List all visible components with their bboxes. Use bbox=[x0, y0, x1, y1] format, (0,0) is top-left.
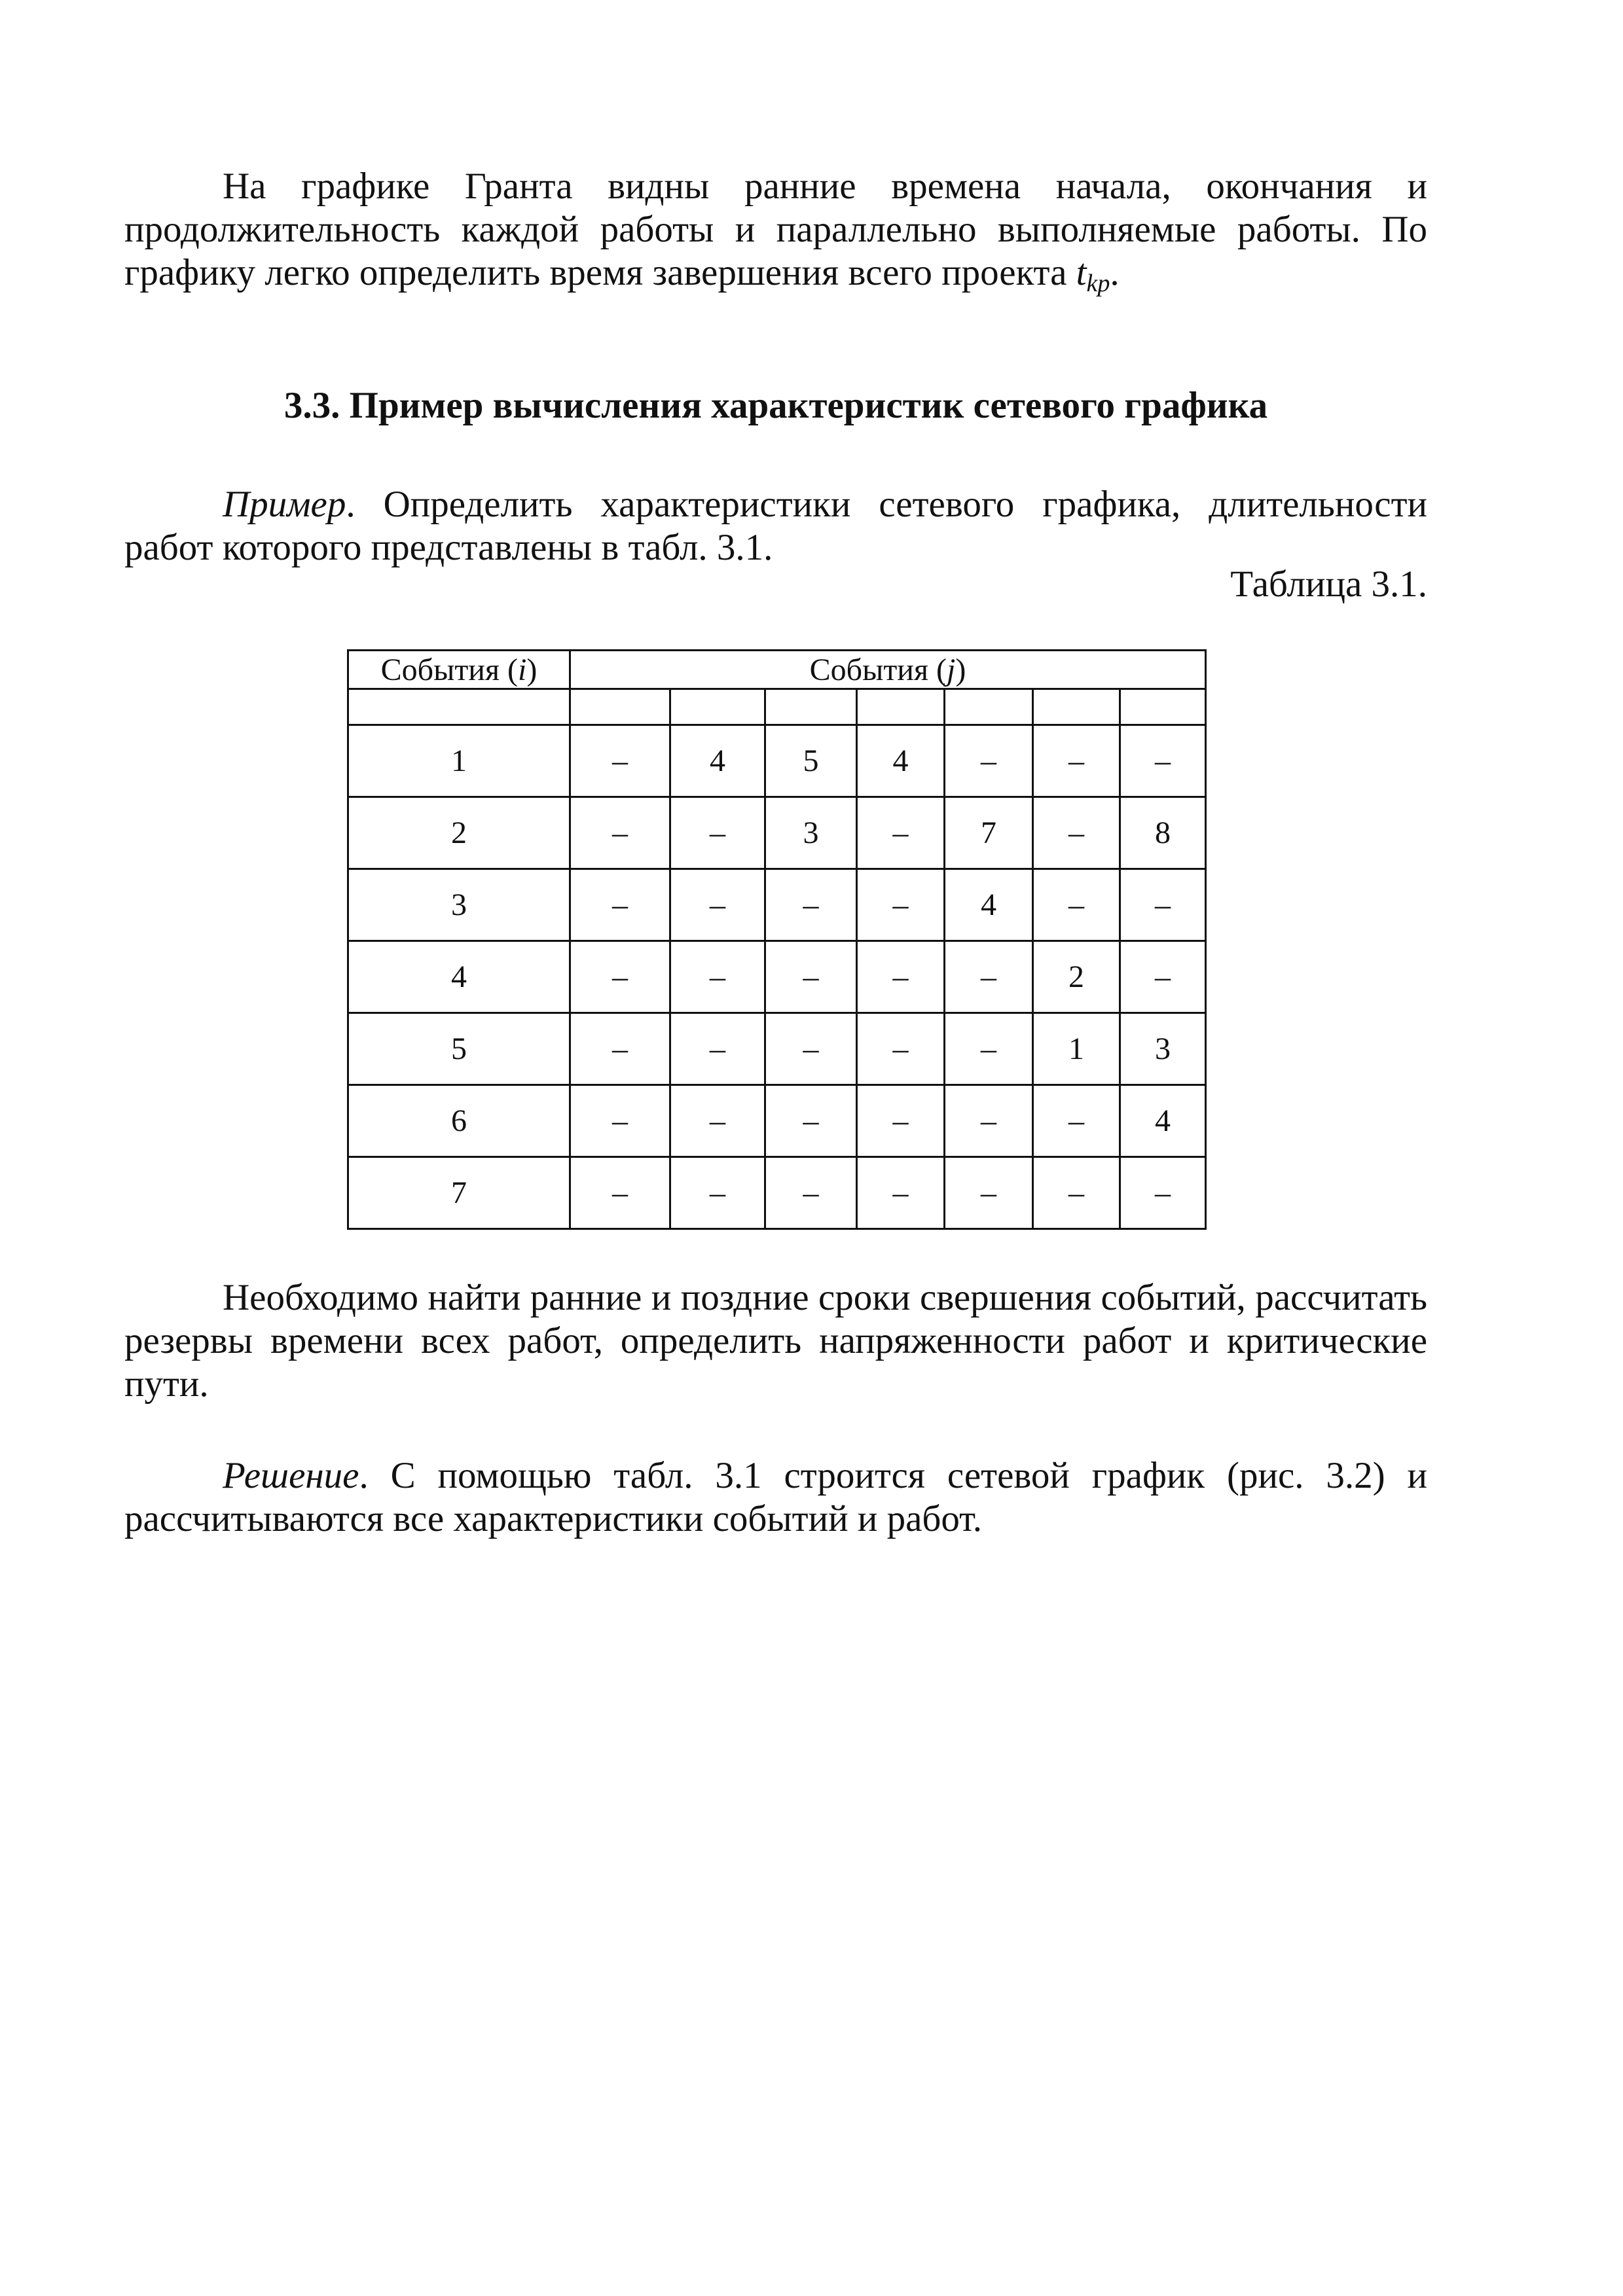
intro-end: . bbox=[1110, 252, 1120, 293]
example-label: Пример bbox=[223, 484, 346, 525]
table-cell: – bbox=[945, 1157, 1033, 1229]
example-paragraph bbox=[124, 483, 1427, 569]
table-cell: – bbox=[570, 797, 670, 869]
table-cell: – bbox=[670, 1013, 765, 1085]
table-cell: 4 bbox=[945, 869, 1033, 941]
table-cell: – bbox=[1120, 869, 1206, 941]
empty-cell bbox=[1120, 689, 1206, 725]
empty-cell bbox=[670, 689, 765, 725]
table-row bbox=[348, 869, 1206, 941]
table-cell: – bbox=[1120, 941, 1206, 1013]
table-caption: Таблица 3.1. bbox=[1230, 564, 1427, 605]
intro-text: На графике Гранта видны ранние времена начала, окончания и продолжительность каждой работы и параллельно выполняемые работы. По графику легко определить время завершения всего проекта bbox=[124, 166, 1427, 293]
table-cell: 3 bbox=[1120, 1013, 1206, 1085]
table-cell: – bbox=[1033, 1157, 1120, 1229]
row-event: 4 bbox=[348, 941, 570, 1013]
header-i-prefix: События ( bbox=[380, 652, 519, 687]
table-cell: – bbox=[945, 1085, 1033, 1157]
table-cell: 8 bbox=[1120, 797, 1206, 869]
table-cell: – bbox=[670, 797, 765, 869]
table-cell: – bbox=[1033, 797, 1120, 869]
row-event: 3 bbox=[348, 869, 570, 941]
empty-cell bbox=[765, 689, 857, 725]
table-cell: 4 bbox=[857, 725, 945, 797]
header-i-var: i bbox=[518, 652, 527, 687]
row-event: 7 bbox=[348, 1157, 570, 1229]
table-cell: 5 bbox=[765, 725, 857, 797]
table-cell: – bbox=[1033, 869, 1120, 941]
intro-paragraph bbox=[124, 165, 1427, 295]
durations-table bbox=[347, 649, 1207, 1230]
table-cell: 2 bbox=[1033, 941, 1120, 1013]
row-event: 6 bbox=[348, 1085, 570, 1157]
task-paragraph: Необходимо найти ранние и поздние сроки свершения событий, рассчитать резервы времени всех работ, определить напряженности работ и критические пути. bbox=[124, 1277, 1427, 1405]
solution-text: . С помощью табл. 3.1 строится сетевой график (рис. 3.2) и рассчитываются все характеристики событий и работ. bbox=[124, 1455, 1427, 1539]
table-cell: – bbox=[857, 797, 945, 869]
table-cell: 4 bbox=[670, 725, 765, 797]
table-row bbox=[348, 1157, 1206, 1229]
table-cell: – bbox=[765, 941, 857, 1013]
table-cell: – bbox=[670, 1157, 765, 1229]
table-cell: – bbox=[857, 1013, 945, 1085]
table-row bbox=[348, 941, 1206, 1013]
table-cell: – bbox=[857, 941, 945, 1013]
table-cell: – bbox=[765, 1085, 857, 1157]
table-cell: 1 bbox=[1033, 1013, 1120, 1085]
table-cell: – bbox=[1033, 725, 1120, 797]
table-cell: – bbox=[1120, 725, 1206, 797]
empty-cell bbox=[1033, 689, 1120, 725]
empty-cell bbox=[857, 689, 945, 725]
section-heading: 3.3. Пример вычисления характеристик сетевого графика bbox=[283, 385, 1268, 426]
table-cell: – bbox=[670, 1085, 765, 1157]
solution-label: Решение bbox=[223, 1455, 359, 1496]
table-row bbox=[348, 725, 1206, 797]
table-subheader-row bbox=[348, 689, 1206, 725]
table-cell: – bbox=[670, 869, 765, 941]
empty-cell bbox=[348, 689, 570, 725]
header-j-var: j bbox=[947, 652, 956, 687]
header-events-i bbox=[348, 651, 570, 689]
table-cell: – bbox=[945, 1013, 1033, 1085]
empty-cell bbox=[945, 689, 1033, 725]
table-cell: – bbox=[570, 941, 670, 1013]
table-cell: – bbox=[945, 941, 1033, 1013]
project-time-subscript: kp bbox=[1086, 270, 1110, 297]
project-time-symbol: t bbox=[1076, 252, 1087, 293]
row-event: 2 bbox=[348, 797, 570, 869]
table-cell: – bbox=[765, 1013, 857, 1085]
table-cell: – bbox=[857, 869, 945, 941]
table-cell: – bbox=[670, 941, 765, 1013]
header-i-suffix: ) bbox=[526, 652, 538, 687]
table-cell: – bbox=[857, 1157, 945, 1229]
table-cell: 7 bbox=[945, 797, 1033, 869]
example-text: . Определить характеристики сетевого графика, длительности работ которого представлены в табл. 3.1. bbox=[124, 484, 1427, 568]
table-cell: – bbox=[765, 1157, 857, 1229]
table-cell: – bbox=[570, 1157, 670, 1229]
table-row bbox=[348, 1085, 1206, 1157]
table-cell: – bbox=[945, 725, 1033, 797]
table-cell: 3 bbox=[765, 797, 857, 869]
table-cell: – bbox=[570, 725, 670, 797]
table-cell: – bbox=[1033, 1085, 1120, 1157]
table-cell: – bbox=[570, 1013, 670, 1085]
table-cell: – bbox=[570, 1085, 670, 1157]
table-row bbox=[348, 797, 1206, 869]
row-event: 5 bbox=[348, 1013, 570, 1085]
table-header-row bbox=[348, 651, 1206, 689]
table-cell: 4 bbox=[1120, 1085, 1206, 1157]
row-event: 1 bbox=[348, 725, 570, 797]
empty-cell bbox=[570, 689, 670, 725]
header-events-j bbox=[570, 651, 1206, 689]
table-cell: – bbox=[1120, 1157, 1206, 1229]
table-row bbox=[348, 1013, 1206, 1085]
header-j-suffix: ) bbox=[955, 652, 966, 687]
table-cell: – bbox=[570, 869, 670, 941]
header-j-prefix: События ( bbox=[809, 652, 947, 687]
solution-paragraph bbox=[124, 1454, 1427, 1541]
table-cell: – bbox=[765, 869, 857, 941]
table-cell: – bbox=[857, 1085, 945, 1157]
